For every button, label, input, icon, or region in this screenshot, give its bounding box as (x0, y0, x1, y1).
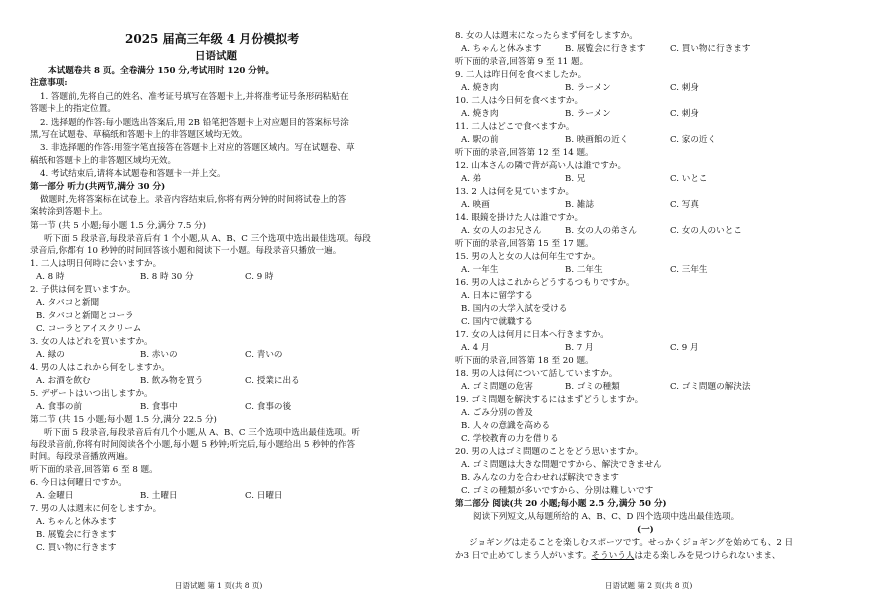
option-b[interactable]: B. ラーメン (565, 83, 611, 93)
option-b[interactable]: B. 8 時 30 分 (140, 272, 194, 282)
option-c[interactable]: C. 日曜日 (245, 491, 283, 501)
option-a[interactable]: A. ゴミ問題は大きな問題ですから、解決できません (461, 460, 662, 470)
option-c[interactable]: C. 9 時 (245, 272, 274, 282)
section1-heading: 第一节 (共 5 小题;每小题 1.5 分,满分 7.5 分) (30, 221, 206, 231)
question-2: 2. 子供は何を買いますか。 (30, 285, 136, 295)
passage-line (455, 551, 781, 562)
part1-intro: 案转涂到答题卡上。 (30, 207, 108, 217)
option-b[interactable]: B. ラーメン (565, 109, 611, 119)
passage-instruction: 听下面的录音,回答第 12 至 14 题。 (455, 148, 594, 158)
question-7: 7. 男の人は週末に何をしますか。 (30, 504, 162, 514)
passage-instruction: 听下面的录音,回答第 15 至 17 题。 (455, 239, 594, 249)
option-c[interactable]: C. 写真 (670, 200, 699, 210)
page-footer: 日语试题 第 2 页(共 8 页) (605, 581, 693, 590)
question-1: 1. 二人は明日何時に会いますか。 (30, 259, 162, 269)
page-1 (30, 0, 425, 603)
section1-intro: 录音后,你都有 10 秒钟的时间回答该小题和阅读下一小题。每段录音只播放一遍。 (30, 246, 342, 256)
page-footer: 日语试题 第 1 页(共 8 页) (175, 581, 263, 590)
part1-intro: 做题时,先将答案标在试卷上。录音内容结束后,你将有两分钟的时间将试卷上的答 (40, 195, 347, 205)
option-b[interactable]: B. ゴミの種類 (565, 382, 620, 392)
option-b[interactable]: B. 7 月 (565, 343, 594, 353)
notice-heading: 注意事项: (30, 78, 68, 88)
option-c[interactable]: C. 学校教育の力を借りる (461, 434, 559, 444)
option-a[interactable]: A. タバコと新聞 (36, 298, 100, 308)
question-3: 3. 女の人はどれを買いますか。 (30, 337, 153, 347)
header-note: 本试题卷共 8 页。全卷满分 150 分,考试用时 120 分钟。 (48, 66, 275, 76)
question-13: 13. 2 人は何を見ていますか。 (455, 187, 575, 197)
option-b[interactable]: B. 展覧会に行きます (565, 44, 646, 54)
part1-heading: 第一部分 听力(共两节,满分 30 分) (30, 182, 166, 192)
option-a[interactable]: A. 弟 (461, 174, 482, 184)
option-b[interactable]: B. みんなの力を合わせれば解決できます (461, 473, 619, 483)
question-17: 17. 女の人は何月に日本へ行きますか。 (455, 330, 609, 340)
option-c[interactable]: C. 国内で就職する (461, 317, 533, 327)
option-a[interactable]: A. 日本に留学する (461, 291, 533, 301)
option-b[interactable]: B. 展覧会に行きます (36, 530, 117, 540)
question-19: 19. ゴミ問題を解決するにはまずどうしますか。 (455, 395, 644, 405)
option-c[interactable]: C. 家の近く (670, 135, 717, 145)
option-c[interactable]: C. 女の人のいとこ (670, 226, 742, 236)
question-6: 6. 今日は何曜日ですか。 (30, 478, 127, 488)
part2-intro: 阅读下列短文,从每题所给的 A、B、C、D 四个选项中选出最佳选项。 (473, 512, 740, 522)
passage-text: は走る楽しみを見つけられないまま、 (634, 551, 781, 561)
question-4: 4. 男の人はこれから何をしますか。 (30, 363, 170, 373)
exam-title: 2025 届高三年级 4 月份模拟考 (125, 32, 300, 46)
section2-heading: 第二节 (共 15 小题;每小题 1.5 分,满分 22.5 分) (30, 415, 217, 425)
question-9: 9. 二人は昨日何を食べましたか。 (455, 70, 587, 80)
option-c[interactable]: C. 刺身 (670, 109, 699, 119)
part2-heading: 第二部分 阅读(共 20 小题;每小题 2.5 分,满分 50 分) (455, 499, 667, 509)
option-a[interactable]: A. ちゃんと休みます (461, 44, 542, 54)
notice-line: 4. 考试结束后,请将本试题卷和答题卡一并上交。 (40, 169, 226, 179)
option-c[interactable]: C. 食事の後 (245, 402, 292, 412)
option-c[interactable]: C. いとこ (670, 174, 708, 184)
option-b[interactable]: B. 国内の大学入試を受ける (461, 304, 568, 314)
option-b[interactable]: B. 雑誌 (565, 200, 594, 210)
option-c[interactable]: C. 授業に出る (245, 376, 300, 386)
option-c[interactable]: C. 青いの (245, 350, 283, 360)
option-c[interactable]: C. コーラとアイスクリーム (36, 324, 142, 334)
option-a[interactable]: A. ちゃんと休みます (36, 517, 117, 527)
option-b[interactable]: B. 飲み物を買う (140, 376, 204, 386)
option-a[interactable]: A. お酒を飲む (36, 376, 91, 386)
option-b[interactable]: B. タバコと新聞とコーラ (36, 311, 134, 321)
option-a[interactable]: A. 8 時 (36, 272, 65, 282)
question-11: 11. 二人はどこで食べますか。 (455, 122, 575, 132)
question-16: 16. 男の人はこれからどうするつもりですか。 (455, 278, 635, 288)
option-b[interactable]: B. 食事中 (140, 402, 178, 412)
section1-intro: 听下面 5 段录音,每段录音后有 1 个小题,从 A、B、C 三个选项中选出最佳选项。每段 (44, 234, 371, 244)
question-12: 12. 山本さんの隣で背が高い人は誰ですか。 (455, 161, 627, 171)
option-a[interactable]: A. 映画 (461, 200, 490, 210)
option-c[interactable]: C. 9 月 (670, 343, 699, 353)
notice-line: 1. 答题前,先将自己的姓名、准考证号填写在答题卡上,并将准考证号条形码粘贴在 (40, 92, 349, 102)
option-b[interactable]: B. 土曜日 (140, 491, 178, 501)
option-c[interactable]: C. 刺身 (670, 83, 699, 93)
option-c[interactable]: C. 三年生 (670, 265, 708, 275)
notice-line: 2. 选择题的作答:每小题选出答案后,用 2B 铅笔把答题卡上对应题目的答案标号涂 (40, 118, 349, 128)
question-20: 20. 男の人はゴミ問題のことをどう思いますか。 (455, 447, 644, 457)
option-a[interactable]: A. 緑の (36, 350, 65, 360)
notice-line: 答题卡上的指定位置。 (30, 104, 116, 114)
option-c[interactable]: C. 買い物に行きます (36, 543, 117, 553)
option-a[interactable]: A. 焼き肉 (461, 109, 499, 119)
section2-intro: 听下面 5 段录音,每段录音后有几个小题,从 A、B、C 三个选项中选出最佳选项。听 (44, 428, 360, 438)
passage-line: ジョギングは走ることを楽しむスポーツです。せっかくジョギングを始めても、2 日 (469, 538, 794, 548)
question-15: 15. 男の人と女の人は何年生ですか。 (455, 252, 601, 262)
option-b[interactable]: B. 赤いの (140, 350, 178, 360)
question-8: 8. 女の人は週末になったらまず何をしますか。 (455, 31, 638, 41)
page-2 (455, 0, 855, 603)
exam-subtitle: 日语试题 (195, 50, 237, 62)
option-b[interactable]: B. 兄 (565, 174, 586, 184)
option-a[interactable]: A. ごみ分別の普及 (461, 408, 533, 418)
section2-intro: 每段录音前,你将有时间阅读各个小题,每小题 5 秒钟;听完后,每小题给出 5 秒钟的作答 (30, 440, 356, 450)
passage-instruction: 听下面的录音,回答第 6 至 8 题。 (30, 465, 158, 475)
option-a[interactable]: A. 駅の前 (461, 135, 499, 145)
option-c[interactable]: C. 買い物に行きます (670, 44, 751, 54)
option-b[interactable]: B. 女の人の弟さん (565, 226, 637, 236)
question-18: 18. 男の人は何について話していますか。 (455, 369, 618, 379)
option-a[interactable]: A. 女の人のお兄さん (461, 226, 542, 236)
notice-line: 黑,写在试题卷、草稿纸和答题卡上的非答题区域均无效。 (30, 130, 248, 140)
question-14: 14. 眼鏡を掛けた人は誰ですか。 (455, 213, 584, 223)
passage-text: か3 日で止めてしまう人がいます。 (455, 551, 592, 561)
option-c[interactable]: C. ゴミ問題の解決法 (670, 382, 751, 392)
passage-label: (一) (637, 525, 654, 535)
passage-instruction: 听下面的录音,回答第 9 至 11 题。 (455, 57, 589, 67)
underlined-phrase: そういう人 (591, 551, 635, 561)
notice-line: 3. 非选择题的作答:用签字笔直接答在答题卡上对应的答题区域内。写在试题卷、草 (40, 143, 355, 153)
option-c[interactable]: C. ゴミの種類が多いですから、分別は難しいです (461, 486, 654, 496)
option-b[interactable]: B. 人々の意識を高める (461, 421, 551, 431)
question-5: 5. デザートはいつ出しますか。 (30, 389, 153, 399)
option-b[interactable]: B. 二年生 (565, 265, 603, 275)
option-a[interactable]: A. 食事の前 (36, 402, 83, 412)
option-a[interactable]: A. 4 月 (461, 343, 490, 353)
option-a[interactable]: A. 一年生 (461, 265, 499, 275)
passage-instruction: 听下面的录音,回答第 18 至 20 题。 (455, 356, 594, 366)
option-b[interactable]: B. 映画館の近く (565, 135, 629, 145)
option-a[interactable]: A. 焼き肉 (461, 83, 499, 93)
section2-intro: 时间。每段录音播放两遍。 (30, 452, 134, 462)
option-a[interactable]: A. 金曜日 (36, 491, 74, 501)
option-a[interactable]: A. ゴミ問題の危害 (461, 382, 533, 392)
notice-line: 稿纸和答题卡上的非答题区域均无效。 (30, 156, 177, 166)
question-10: 10. 二人は今日何を食べますか。 (455, 96, 584, 106)
